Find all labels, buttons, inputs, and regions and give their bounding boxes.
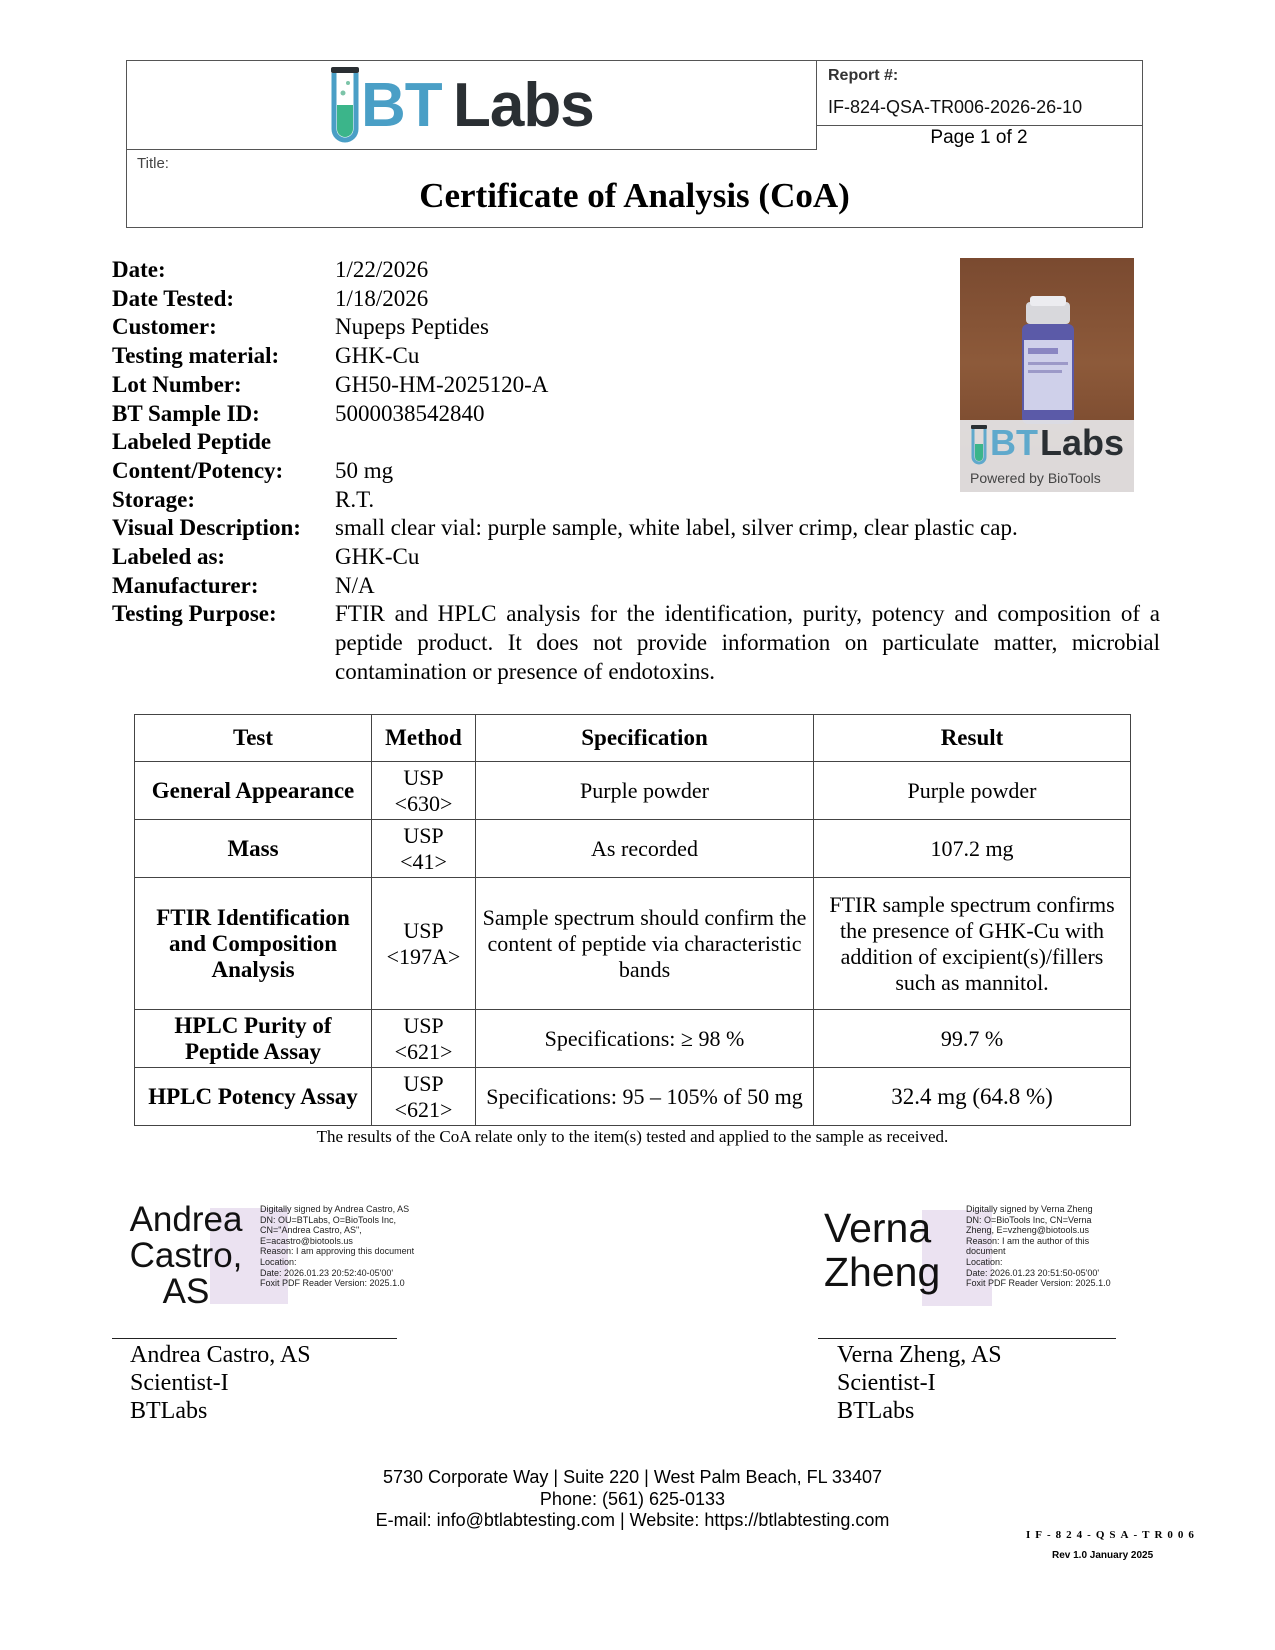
table-row xyxy=(135,878,1131,1010)
test-name: FTIR Identification and Composition Analysis xyxy=(135,878,372,1010)
info-label: Lot Number: xyxy=(112,371,242,397)
info-value: N/A xyxy=(335,572,375,598)
test-specification: Specifications: ≥ 98 % xyxy=(476,1010,814,1068)
table-row xyxy=(135,762,1131,820)
test-specification: As recorded xyxy=(476,820,814,878)
test-method: USP <621> xyxy=(372,1068,476,1126)
info-value: R.T. xyxy=(335,486,375,512)
handwritten-signature: Verna Zheng xyxy=(824,1205,941,1295)
report-header xyxy=(126,60,1143,228)
test-name: General Appearance xyxy=(135,762,372,820)
info-label: Date Tested: xyxy=(112,285,235,311)
signer-name: Verna Zheng, AS xyxy=(837,1342,1002,1368)
info-value: 5000038542840 xyxy=(335,400,485,426)
info-row-manufacturer xyxy=(112,572,1172,601)
info-label: Content/Potency: xyxy=(112,457,284,483)
photo-logo-bt-text: BT xyxy=(990,422,1038,463)
test-method: USP <197A> xyxy=(372,878,476,1010)
info-value: FTIR and HPLC analysis for the identification, purity, potency and composition of a peptide product. It does not provide information on particulate matter, microbial contamination or presence of endotoxins. xyxy=(335,601,1160,684)
test-result: FTIR sample spectrum confirms the presence of GHK-Cu with addition of excipient(s)/fillers such as mannitol. xyxy=(814,878,1131,1010)
test-name: Mass xyxy=(135,820,372,878)
test-result: 32.4 mg (64.8 %) xyxy=(814,1068,1131,1126)
table-header-row xyxy=(135,715,1131,762)
info-label: Storage: xyxy=(112,486,196,512)
logo-labs-text: Labs xyxy=(453,71,594,140)
info-value: small clear vial: purple sample, white label, silver crimp, clear plastic cap. xyxy=(335,515,1018,541)
signer-name: Andrea Castro, AS xyxy=(130,1342,311,1368)
test-name: HPLC Potency Assay xyxy=(135,1068,372,1126)
footer-address: 5730 Corporate Way | Suite 220 | West Palm Beach, FL 33407 xyxy=(383,1467,882,1487)
test-method: USP <630> xyxy=(372,762,476,820)
test-name: HPLC Purity of Peptide Assay xyxy=(135,1010,372,1068)
info-label: Testing material: xyxy=(112,343,280,369)
vial-illustration xyxy=(960,258,1134,428)
footer-contact: E-mail: info@btlabtesting.com | Website: https://btlabtesting.com xyxy=(375,1510,890,1530)
info-value: 1/22/2026 xyxy=(335,257,429,282)
test-method: USP <41> xyxy=(372,820,476,878)
logo-cell xyxy=(127,61,817,150)
info-label: Visual Description: xyxy=(112,515,301,541)
info-label: BT Sample ID: xyxy=(112,400,260,426)
signer-info-1 xyxy=(130,1341,311,1425)
results-table xyxy=(134,714,1131,1126)
sample-photo xyxy=(960,258,1134,492)
signature-block-2 xyxy=(818,1200,1138,1360)
info-value: GHK-Cu xyxy=(335,343,420,369)
signer-role: Scientist-I xyxy=(837,1370,936,1396)
photo-logo-labs-text: Labs xyxy=(1040,422,1125,463)
info-label: Customer: xyxy=(112,314,217,340)
page-indicator: Page 1 of 2 xyxy=(816,125,1142,150)
form-code: IF-824-QSA-TR006 xyxy=(1026,1529,1199,1541)
column-header-result: Result xyxy=(814,715,1131,762)
test-result: Purple powder xyxy=(814,762,1131,820)
btlabs-logo xyxy=(325,65,625,149)
page-title: Certificate of Analysis (CoA) xyxy=(419,176,850,215)
test-specification: Sample spectrum should confirm the content of peptide via characteristic bands xyxy=(476,878,814,1010)
column-header-specification: Specification xyxy=(476,715,814,762)
report-number: IF-824-QSA-TR006-2026-26-10 xyxy=(828,97,1083,117)
info-label: Manufacturer: xyxy=(112,572,259,598)
signature-block-1 xyxy=(112,1200,452,1360)
handwritten-signature: Andrea Castro, AS xyxy=(129,1200,243,1311)
test-method: USP <621> xyxy=(372,1010,476,1068)
title-label: Title: xyxy=(137,155,169,172)
table-row xyxy=(135,1068,1131,1126)
info-label: Labeled as: xyxy=(112,544,226,570)
info-row-testing-purpose xyxy=(112,600,1172,686)
info-label: Date: xyxy=(112,257,166,282)
digital-signature-details: Digitally signed by Andrea Castro, AS DN: OU=BTLabs, O=BioTools Inc, CN="Andrea Castro, AS", E=acastro@biotools.us Reason: I am approving this document Location: Date: 2026.01.23 20:52:40-05'00' Foxit PDF Reader Version: 2025.1.0 xyxy=(260,1204,415,1289)
signer-org: BTLabs xyxy=(837,1398,915,1424)
revision-label: Rev 1.0 January 2025 xyxy=(1052,1550,1154,1561)
test-tube-icon xyxy=(968,424,990,468)
test-specification: Purple powder xyxy=(476,762,814,820)
results-disclaimer: The results of the CoA relate only to the item(s) tested and applied to the sample as received. xyxy=(316,1127,949,1146)
table-row xyxy=(135,1010,1131,1068)
info-value: GHK-Cu xyxy=(335,544,420,570)
footer xyxy=(0,1467,1265,1532)
signature-line xyxy=(818,1338,1116,1339)
info-row-labeled-as xyxy=(112,543,1172,572)
info-value: 1/18/2026 xyxy=(335,285,429,311)
signer-info-2 xyxy=(837,1341,1002,1425)
powered-by-text: Powered by BioTools xyxy=(970,470,1101,486)
signer-role: Scientist-I xyxy=(130,1370,229,1396)
signature-line xyxy=(112,1338,397,1339)
test-tube-icon xyxy=(325,65,365,149)
footer-phone: Phone: (561) 625-0133 xyxy=(539,1488,726,1509)
logo-bt-text: BT xyxy=(361,71,442,140)
digital-signature-details: Digitally signed by Verna Zheng DN: O=BioTools Inc, CN=Verna Zheng, E=vzheng@biotools.us Reason: I am the author of this document Location: Date: 2026.01.23 20:51:50-05'00' Foxit PDF Reader Version: 2025.1.0 xyxy=(966,1204,1111,1289)
info-value: GH50-HM-2025120-A xyxy=(335,371,549,397)
test-specification: Specifications: 95 – 105% of 50 mg xyxy=(476,1068,814,1126)
photo-logo-overlay xyxy=(960,420,1134,492)
info-row-visual-description xyxy=(112,514,1172,543)
info-label: Testing Purpose: xyxy=(112,601,277,627)
table-row xyxy=(135,820,1131,878)
test-result: 99.7 % xyxy=(814,1010,1131,1068)
column-header-method: Method xyxy=(372,715,476,762)
column-header-test: Test xyxy=(135,715,372,762)
info-label: Labeled Peptide xyxy=(112,429,272,455)
report-label: Report #: xyxy=(828,67,899,84)
info-value: Nupeps Peptides xyxy=(335,314,489,340)
info-value: 50 mg xyxy=(335,457,394,483)
signer-org: BTLabs xyxy=(130,1398,208,1424)
test-result: 107.2 mg xyxy=(814,820,1131,878)
